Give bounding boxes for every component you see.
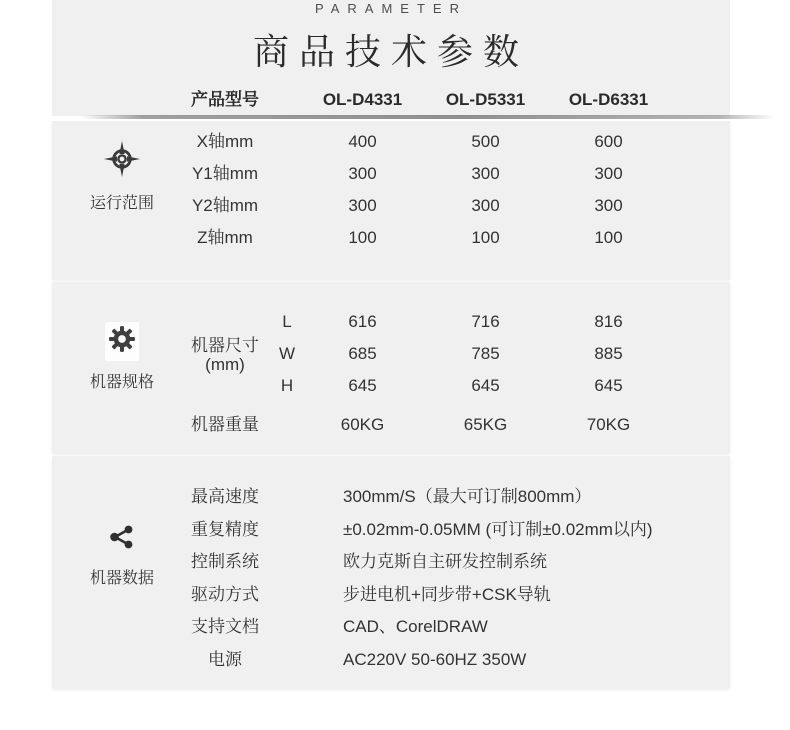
row-value: AC220V 50-60HZ 350W [343,649,527,669]
row-value: 500 [471,132,500,151]
row-value: 300mm/S（最大可订制800mm） [343,487,592,506]
row-value: ±0.02mm-0.05MM (可订制±0.02mm以内) [343,519,653,539]
axis-label: H [280,376,294,395]
row-value: 100 [471,228,500,247]
page-title: 商品技术参数 [252,31,529,72]
section-operating-range [52,121,730,279]
table-row [52,190,730,222]
section-title-machine-data: 机器数据 [89,570,154,587]
row-label: X轴mm [196,132,254,151]
row-label: 控制系统 [191,552,259,572]
row-label: 重复精度 [191,519,259,539]
table-row [52,126,730,158]
table-row [52,514,730,547]
axis-label: W [278,344,296,363]
row-label: Y1轴mm [191,164,259,183]
row-value: 60KG [340,415,385,434]
row-label: Y2轴mm [191,196,259,215]
row-value: 300 [594,164,623,183]
table-row [52,546,730,579]
model-header-row [52,85,730,115]
row-value: 欧力克斯自主研发控制系统 [343,552,547,572]
header-shadow-line [80,115,775,119]
column-header-product-model: 产品型号 [191,90,259,109]
table-row [52,158,730,190]
row-value: 716 [471,312,500,331]
table-row [52,611,730,644]
table-row [52,222,730,254]
row-value: 785 [471,344,500,363]
table-row [52,644,730,677]
table-row [52,306,730,338]
row-label: 最高速度 [191,487,259,506]
section-title-operating-range: 运行范围 [89,195,154,212]
row-value: 300 [471,196,500,215]
row-value: 300 [471,164,500,183]
row-value: 300 [348,196,377,215]
section-title-machine-spec: 机器规格 [89,374,154,391]
row-value: 885 [594,344,623,363]
row-value: 616 [348,312,377,331]
row-value: 70KG [586,415,631,434]
section-machine-spec [52,282,730,453]
row-value: 400 [348,132,377,151]
row-value: 步进电机+同步带+CSK导轨 [343,584,551,604]
table-row [52,370,730,402]
column-header-model-2: OL-D5331 [445,90,526,109]
row-value: 65KG [463,415,508,434]
axis-label: L [282,312,292,331]
row-label: 支持文档 [191,617,259,637]
row-label: 机器重量 [191,415,259,434]
row-value: 685 [348,344,377,363]
row-value: 600 [594,132,623,151]
row-value: 300 [594,196,623,215]
table-row [52,481,730,514]
column-header-model-1: OL-D4331 [322,90,403,109]
table-row-weight [52,409,730,441]
row-label: Z轴mm [197,228,253,247]
eyebrow-text: PARAMETER [315,1,467,16]
row-value: 100 [348,228,377,247]
section-machine-data [52,456,730,688]
row-label: 驱动方式 [191,584,259,604]
row-value: 300 [348,164,377,183]
row-value: 645 [471,376,500,395]
table-row [52,579,730,612]
row-value: 816 [594,312,623,331]
row-value: 100 [594,228,623,247]
row-label: 电源 [208,649,242,669]
machine-size-label: 机器尺寸 (mm) [191,336,259,374]
table-row [52,338,730,370]
column-header-model-3: OL-D6331 [568,90,649,109]
row-value: 645 [348,376,377,395]
row-value: 645 [594,376,623,395]
row-value: CAD、CorelDRAW [343,617,488,637]
header-section [52,0,730,116]
